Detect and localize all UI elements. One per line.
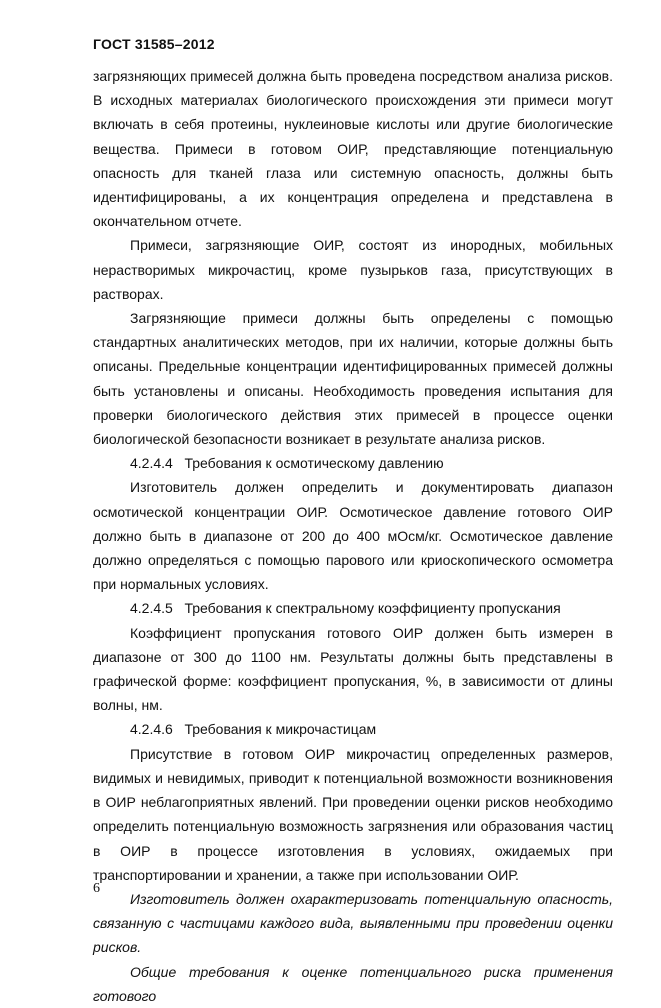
section-heading-transmittance: 4.2.4.5 Требования к спектральному коэффициенту пропускания [130,600,561,617]
section-heading-osmotic: 4.2.4.4 Требования к осмотическому давлению [130,455,444,472]
paragraph-general-requirements-italic: Общие требования к оценке потенциального риска применения готового [93,963,613,1004]
paragraph-impurities-composition: Примеси, загрязняющие ОИР, состоят из инородных, мобильных нерастворимых микрочастиц, кроме пузырьков газа, присутствующих в растворах. [93,237,613,302]
paragraph-osmotic: Изготовитель должен определить и документировать диапазон осмотической концентрации ОИР. Осмотическое давление готового ОИР должно быть в диапазоне от 200 до 400 мОсм/кг. Осмотическое давление должно определяться с помощью парового или криоскопического осмометра при нормальных условиях. [93,479,613,593]
paragraph-impurities-methods: Загрязняющие примеси должны быть определены с помощью стандартных аналитических методов, при их наличии, которые должны быть описаны. Предельные концентрации идентифицированных примесей должны быть установлены и описаны. Необходимость проведения испытания для проверки биологического действия этих примесей в процессе оценки биологической безопасности возникает в результате анализа рисков. [93,310,613,448]
document-code-header: ГОСТ 31585–2012 [93,36,215,52]
document-body [93,64,613,1008]
paragraph-transmittance: Коэффициент пропускания готового ОИР должен быть измерен в диапазоне от 300 до 1100 нм. Результаты должны быть представлены в графической форме: коэффициент пропускания, %, в зависимости от длины волны, нм. [93,624,613,714]
page-number: 6 [93,881,100,896]
paragraph-microparticles: Присутствие в готовом ОИР микрочастиц определенных размеров, видимых и невидимых, приводит к потенциальной возможности возникновения в ОИР неблагоприятных явлений. При проведении оценки рисков необходимо определить потенциальную возможность загрязнения или образования частиц в ОИР в процессе изготовления в условиях, ожидаемых при транспортировании и хранении, а также при использовании ОИР. [93,745,613,883]
paragraph-manufacturer-italic: Изготовитель должен охарактеризовать потенциальную опасность, связанную с частицами каждого вида, выявленными при проведении оценки рисков. [93,890,613,956]
paragraph-impurities-risk: загрязняющих примесей должна быть проведена посредством анализа рисков. В исходных материалах биологического происхождения эти примеси могут включать в себя протеины, нуклеиновые кислоты или другие биологические вещества. Примеси в готовом ОИР, представляющие потенциальную опасность для тканей глаза или системную опасность, должны быть идентифицированы, а их концентрация определена и представлена в окончательном отчете. [93,68,613,230]
section-heading-microparticles: 4.2.4.6 Требования к микрочастицам [130,721,377,738]
